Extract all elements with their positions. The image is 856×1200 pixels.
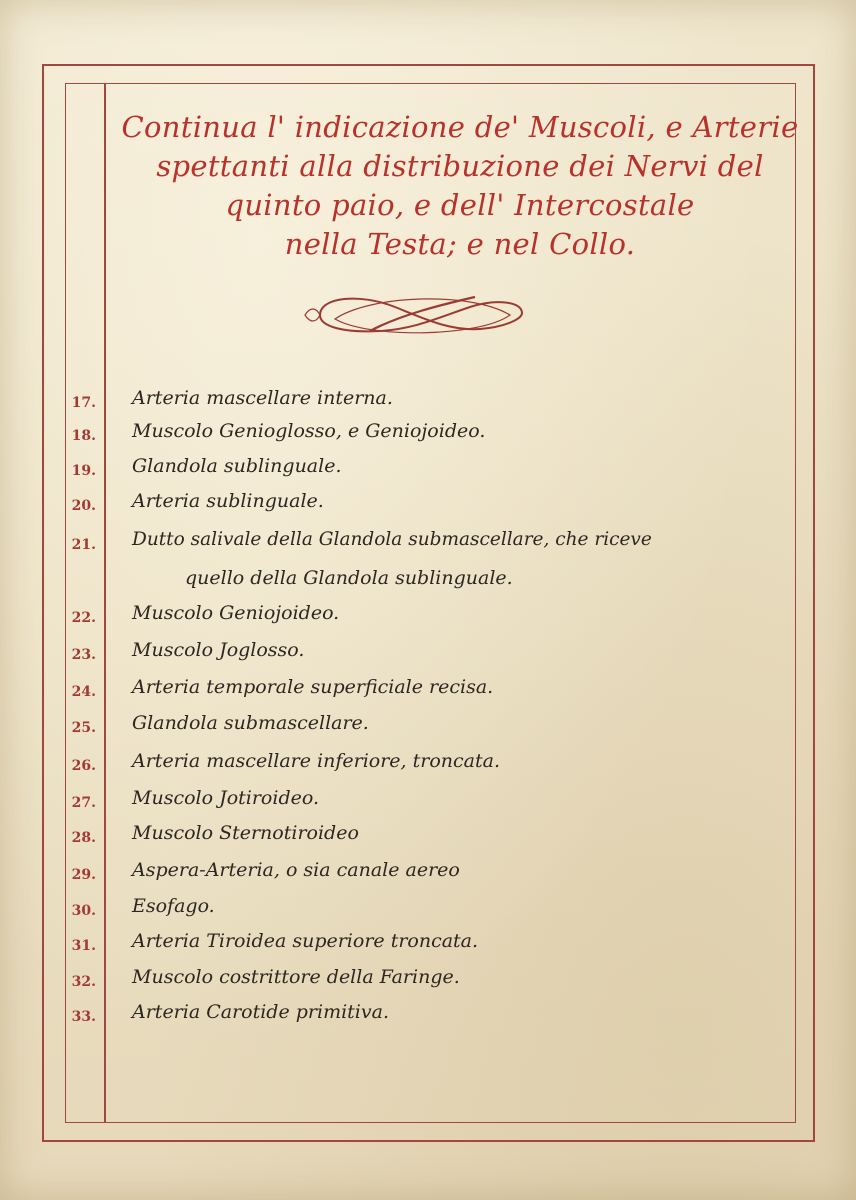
entry-number: 24.: [71, 684, 96, 700]
entry-text: Aspera-Arteria, o sia canale aereo: [132, 859, 460, 881]
entry-number: 20.: [71, 498, 96, 514]
entry-text: Esofago.: [132, 895, 215, 917]
entry-text: Muscolo Sternotiroideo: [132, 822, 359, 844]
entry-text: Muscolo costrittore della Faringe.: [132, 966, 460, 988]
entry-number: 19.: [71, 463, 96, 479]
entry-number: 25.: [71, 720, 96, 736]
entry-text: Glandola submascellare.: [132, 712, 369, 734]
entry-text: Arteria mascellare interna.: [132, 387, 393, 409]
entry-text-continuation: quello della Glandola sublinguale.: [185, 567, 513, 589]
entry-text: Muscolo Jotiroideo.: [132, 787, 319, 809]
entry-number: 26.: [71, 758, 96, 774]
title-line: quinto paio, e dell' Intercostale: [225, 188, 695, 222]
title-line: nella Testa; e nel Collo.: [284, 227, 636, 261]
entry-text: Muscolo Joglosso.: [132, 639, 305, 661]
entry-number: 27.: [71, 795, 96, 811]
entry-number: 28.: [71, 830, 96, 846]
entry-text: Muscolo Geniojoideo.: [132, 602, 340, 624]
entry-number: 21.: [71, 537, 96, 553]
entry-text: Dutto salivale della Glandola submascellare, che riceve: [132, 529, 652, 550]
title-line: spettanti alla distribuzione dei Nervi del: [156, 149, 764, 183]
entry-text: Arteria temporale superficiale recisa.: [132, 676, 494, 698]
entry-text: Arteria sublinguale.: [132, 490, 324, 512]
entry-number: 33.: [71, 1009, 96, 1025]
entry-text: Muscolo Genioglosso, e Geniojoideo.: [132, 420, 486, 442]
entry-number: 31.: [71, 938, 96, 954]
entry-number: 32.: [71, 974, 96, 990]
entry-text: Glandola sublinguale.: [132, 455, 342, 477]
entry-number: 17.: [71, 395, 96, 411]
entry-number: 18.: [71, 428, 96, 444]
entry-number: 22.: [71, 610, 96, 626]
entry-text: Arteria Tiroidea superiore troncata.: [132, 930, 479, 952]
entry-text: Arteria Carotide primitiva.: [132, 1001, 389, 1023]
title-line: Continua l' indicazione de' Muscoli, e Arterie: [121, 110, 799, 144]
entry-number: 30.: [71, 903, 96, 919]
entry-number: 29.: [71, 867, 96, 883]
entry-number: 23.: [71, 647, 96, 663]
entry-text: Arteria mascellare inferiore, troncata.: [132, 750, 500, 772]
